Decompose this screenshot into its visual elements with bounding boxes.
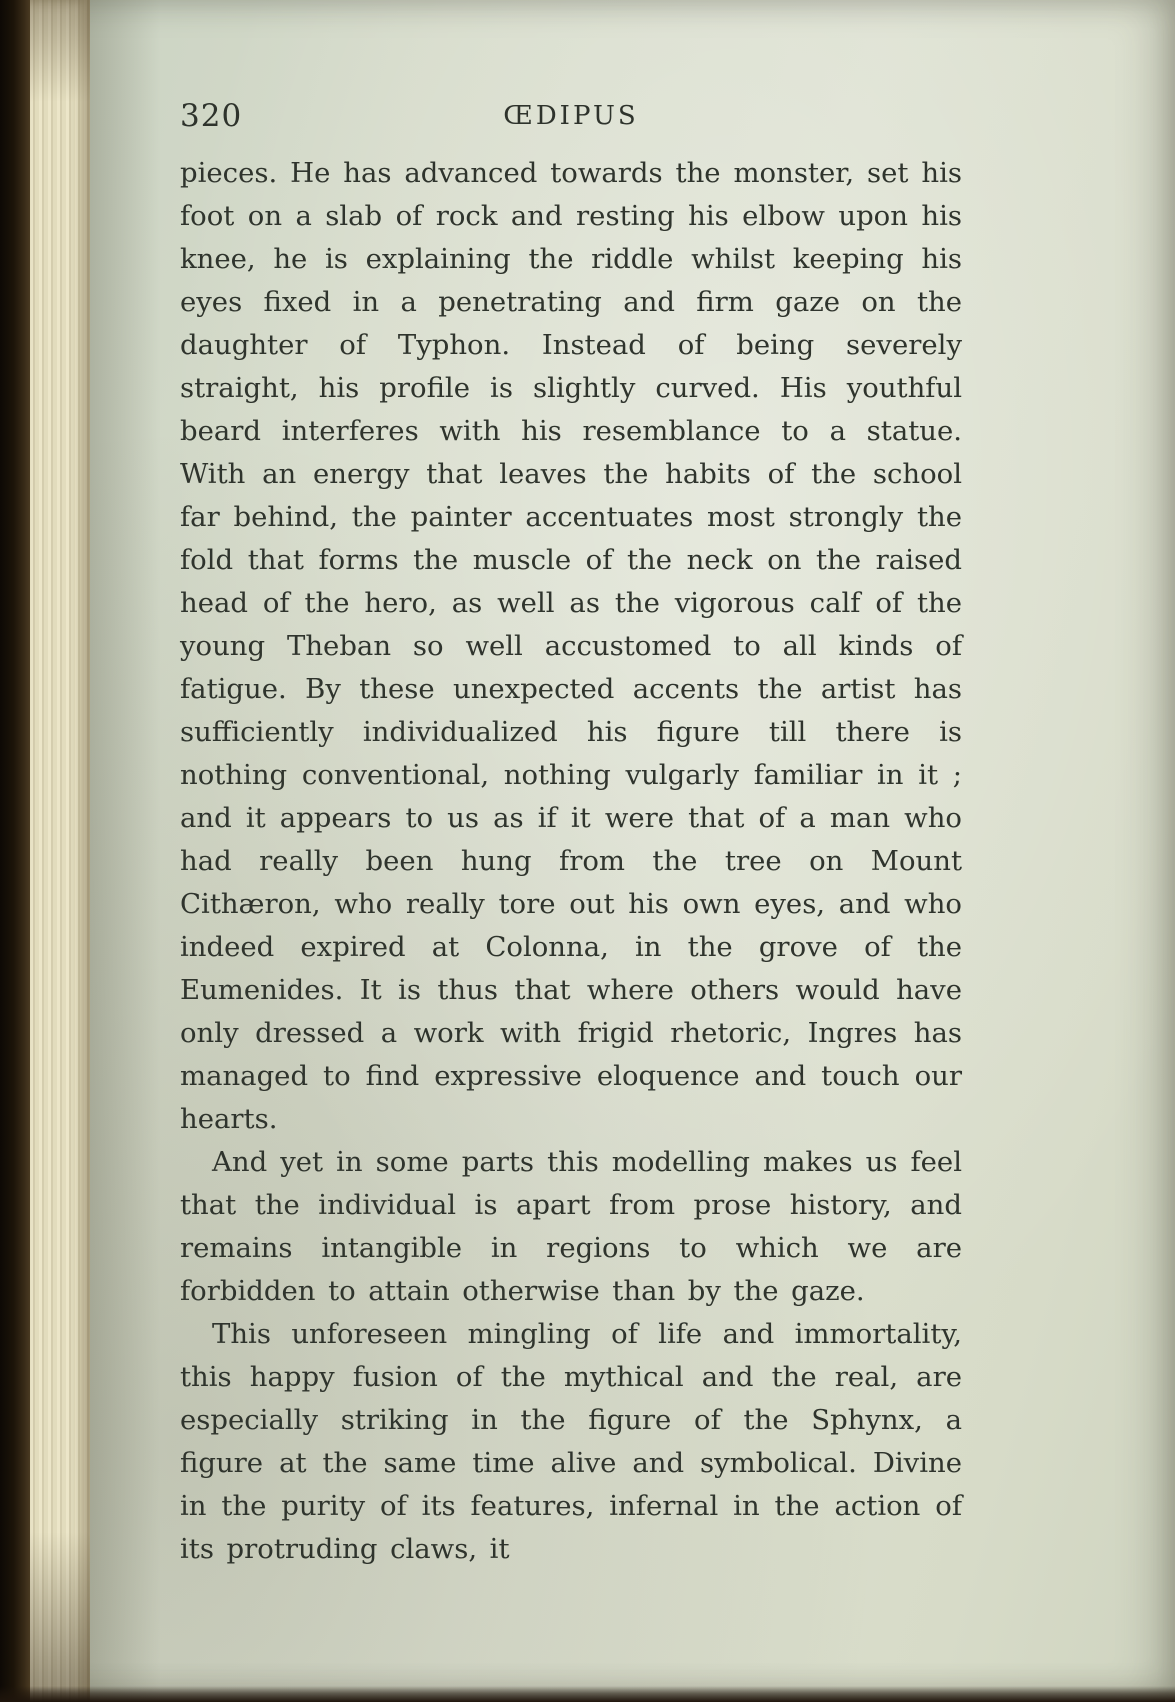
- page-number: 320: [180, 98, 243, 134]
- bottom-scan-edge: [0, 1686, 1175, 1702]
- running-head-title: ŒDIPUS: [503, 101, 639, 131]
- book-spine-edge: [0, 0, 30, 1702]
- body-text-block: [180, 152, 962, 1571]
- page-header: [180, 98, 962, 140]
- gutter-shadow: [90, 0, 160, 1702]
- paragraph-continuation: pieces. He has advanced towards the monster, set his foot on a slab of rock and resting his elbow upon his knee, he is explaining the riddle whilst keeping his eyes fixed in a penetrating and firm gaze on the daughter of Typhon. Instead of being severely straight, his profile is slightly curved. His youthful beard interferes with his resemblance to a statue. With an energy that leaves the habits of the school far behind, the painter accentuates most strongly the fold that forms the muscle of the neck on the raised head of the hero, as well as the vigorous calf of the young Theban so well accustomed to all kinds of fatigue. By these unexpected accents the artist has sufficiently individualized his figure till there is nothing conventional, nothing vulgarly familiar in it ; and it appears to us as if it were that of a man who had really been hung from the tree on Mount Cithæron, who really tore out his own eyes, and who indeed expired at Colonna, in the grove of the Eumenides. It is thus that where others would have only dressed a work with frigid rhetoric, Ingres has managed to find expressive eloquence and touch our hearts.: [180, 157, 962, 1135]
- paragraph: And yet in some parts this modelling makes us feel that the individual is apart from prose history, and remains intangible in regions to which we are forbidden to attain otherwise than by the gaze.: [180, 1146, 962, 1307]
- paragraph: This unforeseen mingling of life and immortality, this happy fusion of the mythical and the real, are especially striking in the figure of the Sphynx, a figure at the same time alive and symbolical. Divine in the purity of its features, infernal in the action of its protruding claws, it: [180, 1318, 962, 1565]
- stacked-page-edges: [30, 0, 90, 1702]
